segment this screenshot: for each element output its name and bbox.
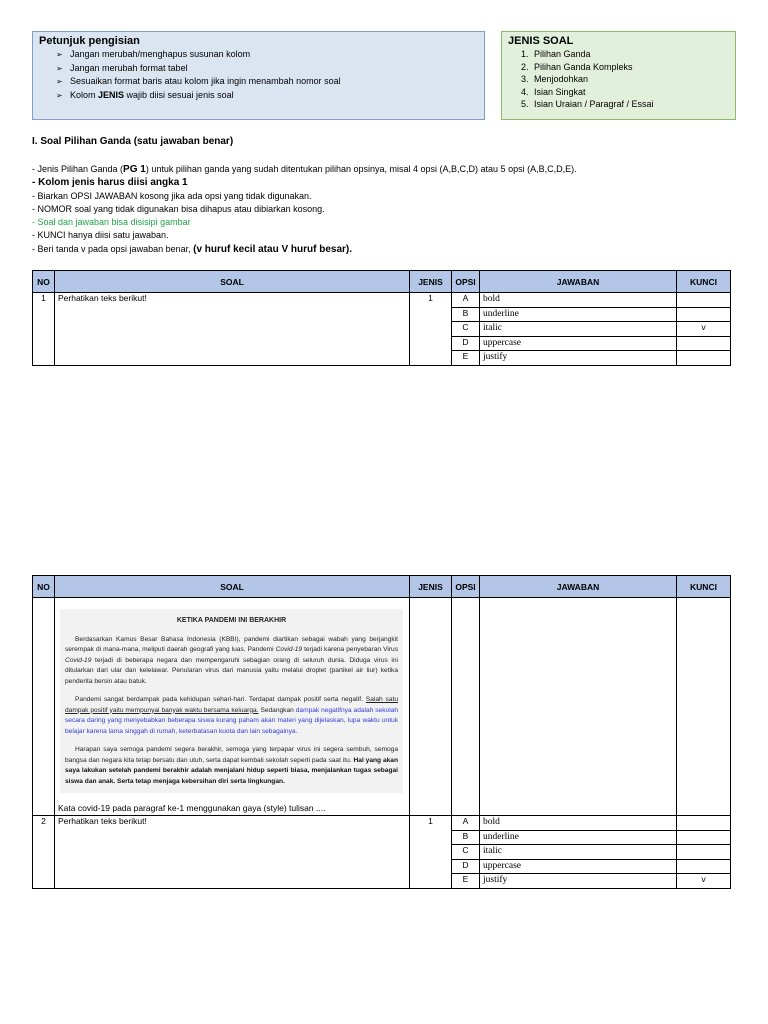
cell-opsi[interactable]: C: [452, 845, 480, 860]
cell-kunci[interactable]: [677, 336, 731, 351]
note-line: - KUNCI hanya diisi satu jawaban.: [32, 230, 169, 241]
jenis-soal-item: 5. Isian Uraian / Paragraf / Essai: [531, 98, 729, 111]
arrow-bullet-icon: ➢: [56, 63, 63, 73]
header-soal: SOAL: [55, 271, 410, 293]
cell-opsi[interactable]: B: [452, 307, 480, 322]
article-paragraph: Pandemi sangat berdampak pada kehidupan sehari-hari. Terdapat dampak positif serta negatif. Salah satu dampak positif yaitu mempunyai banyak waktu bersama keluarga. Sedangkan dampak negatifnya adalah sekolah secara daring yang menyebabkan beberapa siswa kurang paham akan materi yang dijelaskan, lupa waktu untuk belajar karena lama singgah di rumah, keterbatasan kuota dan lain sebagainya.: [65, 696, 398, 735]
cell-opsi[interactable]: D: [452, 336, 480, 351]
note-line: - Kolom jenis harus diisi angka 1: [32, 177, 188, 189]
header-jawaban: JAWABAN: [480, 271, 677, 293]
cell-soal[interactable]: Perhatikan teks berikut!: [55, 816, 410, 889]
cell-kunci[interactable]: [677, 351, 731, 366]
jenis-soal-title: JENIS SOAL: [508, 35, 574, 47]
arrow-bullet-icon: ➢: [56, 77, 63, 86]
header-jenis: JENIS: [410, 576, 452, 598]
cell-opsi[interactable]: E: [452, 874, 480, 889]
cell-opsi[interactable]: D: [452, 859, 480, 874]
cell-jawaban[interactable]: justify: [480, 351, 677, 366]
section-title: I. Soal Pilihan Ganda (satu jawaban benar): [32, 136, 234, 147]
cell-opsi[interactable]: B: [452, 830, 480, 845]
table-header-row: [33, 576, 731, 598]
petunjuk-item-text: Kolom: [70, 89, 99, 100]
cell-kunci[interactable]: [677, 307, 731, 322]
article-paragraph: Harapan saya semoga pandemi segera berakhir, semoga yang terpapar virus ini segera sembuh, semoga bangsa dan negara kita tetap bersatu dan utuh, serta dapat kembali sekolah seperti pada saat itu. Hal yang akan saya lakukan setelah pandemi berakhir adalah menjalani hidup seperti biasa, menjalankan tugas sebagai siswa dan anak. Serta tetap menjaga kebersihan diri serta lingkungan.: [65, 746, 398, 785]
cell-jawaban[interactable]: bold: [480, 816, 677, 831]
header-kunci: KUNCI: [677, 576, 731, 598]
petunjuk-item-text: Jangan merubah format tabel: [70, 62, 188, 73]
question-text: Kata covid-19 pada paragraf ke-1 menggunakan gaya (style) tulisan ....: [58, 803, 326, 813]
petunjuk-title: Petunjuk pengisian: [39, 35, 140, 47]
petunjuk-item: [56, 75, 478, 89]
cell-kunci[interactable]: [677, 816, 731, 831]
cell-jenis[interactable]: [410, 598, 452, 816]
article-title: KETIKA PANDEMI INI BERAKHIR: [176, 617, 287, 624]
question-table: [32, 575, 731, 889]
article-paragraph: Berdasarkan Kamus Besar Bahasa Indonesia (KBBI), pandemi diartikan sebagai wabah yang berjangkit serempak di mana-mana, meliputi daerah geografi yang luas. Pandemi Covid-19 terjadi karena penyebaran Virus Covid-19 terjadi di beberapa negara dan mempengaruhi sebagian orang di seluruh dunia. Diduga virus ini ditularkan dari ular dan kelelawar. Penularan virus dari manusia yaitu melalui droplet (partikel air liur) ketika penderita bersin atau batuk.: [65, 635, 398, 685]
jenis-soal-item: 2. Pilihan Ganda Kompleks: [531, 61, 729, 74]
petunjuk-item: [56, 48, 478, 62]
table-row: [33, 816, 731, 831]
header-opsi: OPSI: [452, 271, 480, 293]
cell-jawaban[interactable]: uppercase: [480, 336, 677, 351]
cell-kunci[interactable]: [677, 293, 731, 308]
cell-kunci[interactable]: [677, 830, 731, 845]
petunjuk-list: [39, 48, 478, 102]
petunjuk-item-text: Sesuaikan format baris atau kolom jika ingin menambah nomor soal: [70, 76, 341, 86]
jenis-soal-item: 4. Isian Singkat: [531, 86, 729, 99]
cell-jenis[interactable]: 1: [410, 816, 452, 889]
cell-jawaban[interactable]: bold: [480, 293, 677, 308]
cell-opsi[interactable]: A: [452, 293, 480, 308]
cell-jawaban[interactable]: [480, 598, 677, 816]
jenis-soal-item: 3. Menjodohkan: [531, 73, 729, 86]
cell-no[interactable]: 2: [33, 816, 55, 889]
petunjuk-item-text: Jangan merubah/menghapus susunan kolom: [70, 49, 251, 59]
header-soal: SOAL: [55, 576, 410, 598]
arrow-bullet-icon: ➢: [56, 90, 63, 100]
header-kunci: KUNCI: [677, 271, 731, 293]
cell-jawaban[interactable]: justify: [480, 874, 677, 889]
cell-jawaban[interactable]: italic: [480, 845, 677, 860]
header-no: NO: [33, 576, 55, 598]
instruction-notes: [32, 163, 752, 256]
table-row: [33, 598, 731, 816]
cell-jawaban[interactable]: underline: [480, 830, 677, 845]
cell-no[interactable]: 1: [33, 293, 55, 366]
cell-opsi[interactable]: C: [452, 322, 480, 337]
cell-soal[interactable]: [55, 598, 410, 816]
cell-soal[interactable]: Perhatikan teks berikut!: [55, 293, 410, 366]
cell-kunci[interactable]: [677, 598, 731, 816]
header-opsi: OPSI: [452, 576, 480, 598]
jenis-soal-box: [501, 31, 736, 120]
cell-opsi[interactable]: [452, 598, 480, 816]
cell-kunci[interactable]: [677, 845, 731, 860]
petunjuk-item-text: wajib diisi sesuai jenis soal: [124, 89, 234, 100]
table-row: [33, 293, 731, 308]
petunjuk-item: [56, 62, 478, 76]
cell-opsi[interactable]: A: [452, 816, 480, 831]
header-jenis: JENIS: [410, 271, 452, 293]
petunjuk-pengisian-box: [32, 31, 485, 120]
note-line: - Beri tanda v pada opsi jawaban benar, (v huruf kecil atau V huruf besar).: [32, 243, 353, 255]
header-jawaban: JAWABAN: [480, 576, 677, 598]
cell-opsi[interactable]: E: [452, 351, 480, 366]
question-table: [32, 270, 731, 366]
article-image: [60, 609, 403, 793]
cell-kunci[interactable]: v: [677, 322, 731, 337]
note-line: - NOMOR soal yang tidak digunakan bisa dihapus atau dibiarkan kosong.: [32, 203, 325, 214]
header-no: NO: [33, 271, 55, 293]
jenis-soal-item: 1. Pilihan Ganda: [531, 48, 729, 61]
petunjuk-item-bold: JENIS: [98, 89, 125, 100]
arrow-bullet-icon: ➢: [56, 50, 63, 59]
cell-kunci[interactable]: v: [677, 874, 731, 889]
cell-jawaban[interactable]: underline: [480, 307, 677, 322]
cell-jawaban[interactable]: italic: [480, 322, 677, 337]
jenis-soal-list: [508, 48, 729, 111]
note-line: - Jenis Pilihan Ganda (PG 1) untuk pilihan ganda yang sudah ditentukan pilihan opsinya, misal 4 opsi (A,B,C,D) atau 5 opsi (A,B,C,D,E).: [32, 164, 577, 175]
cell-jawaban[interactable]: uppercase: [480, 859, 677, 874]
cell-kunci[interactable]: [677, 859, 731, 874]
note-line: - Soal dan jawaban bisa disisipi gambar: [32, 217, 191, 228]
note-line: - Biarkan OPSI JAWABAN kosong jika ada opsi yang tidak digunakan.: [32, 190, 312, 201]
cell-no[interactable]: [33, 598, 55, 816]
table-header-row: [33, 271, 731, 293]
cell-jenis[interactable]: 1: [410, 293, 452, 366]
petunjuk-item: [56, 89, 478, 103]
